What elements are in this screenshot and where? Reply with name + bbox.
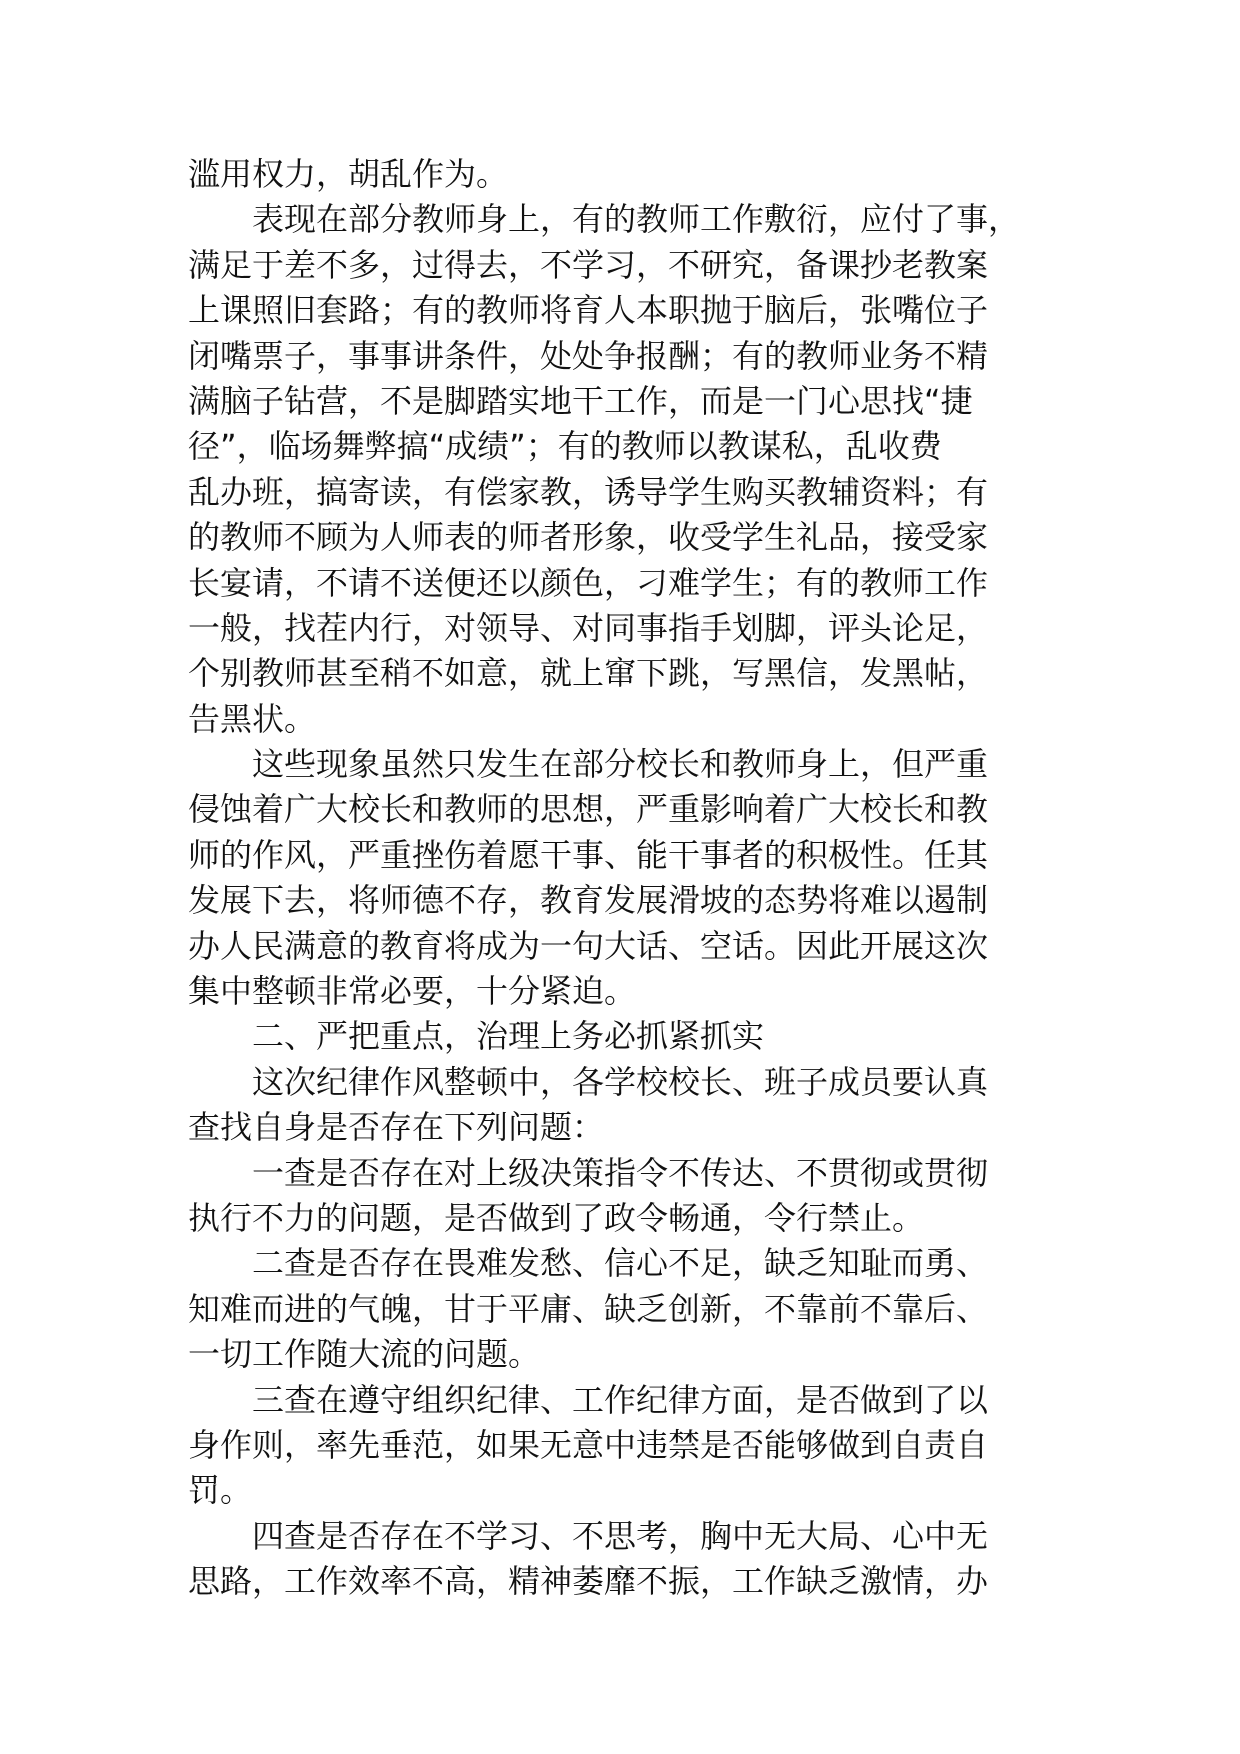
text-line: 长宴请，不请不送便还以颜色，刁难学生；有的教师工作 [188,563,989,602]
text-line: 四查是否存在不学习、不思考，胸中无大局、心中无 [252,1516,989,1555]
text-line: 执行不力的问题，是否做到了政令畅通，令行禁止。 [188,1198,925,1237]
text-line: 滥用权力，胡乱作为。 [188,155,509,193]
text-line: 二查是否存在畏难发愁、信心不足，缺乏知耻而勇、 [252,1244,989,1283]
text-line: 的教师不顾为人师表的师者形象，收受学生礼品，接受家 [188,518,989,557]
text-line: 侵蚀着广大校长和教师的思想，严重影响着广大校长和教 [188,790,989,829]
text-line: 三查在遵守组织纪律、工作纪律方面，是否做到了以 [252,1380,989,1419]
text-line: 思路，工作效率不高，精神萎靡不振，工作缺乏激情，办 [188,1562,989,1601]
text-line: 发展下去，将师德不存，教育发展滑坡的态势将难以遏制 [188,881,989,920]
text-line: 这些现象虽然只发生在部分校长和教师身上，但严重 [252,745,989,784]
text-line: 上课照旧套路；有的教师将育人本职抛于脑后，张嘴位子 [188,291,989,330]
text-line: 径”，临场舞弊搞“成绩”；有的教师以教谋私，乱收费 [188,427,942,466]
text-line: 告黑状。 [188,699,317,738]
text-line: 闭嘴票子，事事讲条件，处处争报酬；有的教师业务不精 [188,336,989,375]
text-line: 一查是否存在对上级决策指令不传达、不贯彻或贯彻 [252,1153,989,1192]
text-line: 集中整顿非常必要，十分紧迫。 [188,972,637,1011]
text-line: 知难而进的气魄，甘于平庸、缺乏创新，不靠前不靠后、 [188,1289,989,1328]
text-line: 二、严把重点，治理上务必抓紧抓实 [252,1017,765,1056]
body-text [188,152,1078,1605]
text-line: 个别教师甚至稍不如意，就上窜下跳，写黑信，发黑帖， [188,654,989,693]
text-line: 一切工作随大流的问题。 [188,1335,541,1374]
text-line: 一般，找茬内行，对领导、对同事指手划脚，评头论足， [188,608,989,647]
text-line: 这次纪律作风整顿中，各学校校长、班子成员要认真 [252,1062,989,1101]
text-line: 师的作风，严重挫伤着愿干事、能干事者的积极性。任其 [188,835,989,874]
text-line: 查找自身是否存在下列问题： [188,1108,605,1147]
text-line: 乱办班，搞寄读，有偿家教，诱导学生购买教辅资料；有 [188,472,989,511]
text-line: 满脑子钻营，不是脚踏实地干工作，而是一门心思找“捷 [188,381,973,420]
text-line: 办人民满意的教育将成为一句大话、空话。因此开展这次 [188,926,989,965]
text-line: 表现在部分教师身上，有的教师工作敷衍，应付了事， [252,200,1021,239]
text-line: 身作则，率先垂范，如果无意中违禁是否能够做到自责自 [188,1425,989,1464]
text-line: 罚。 [188,1471,253,1510]
text-line: 满足于差不多，过得去，不学习，不研究，备课抄老教案 [188,245,989,284]
